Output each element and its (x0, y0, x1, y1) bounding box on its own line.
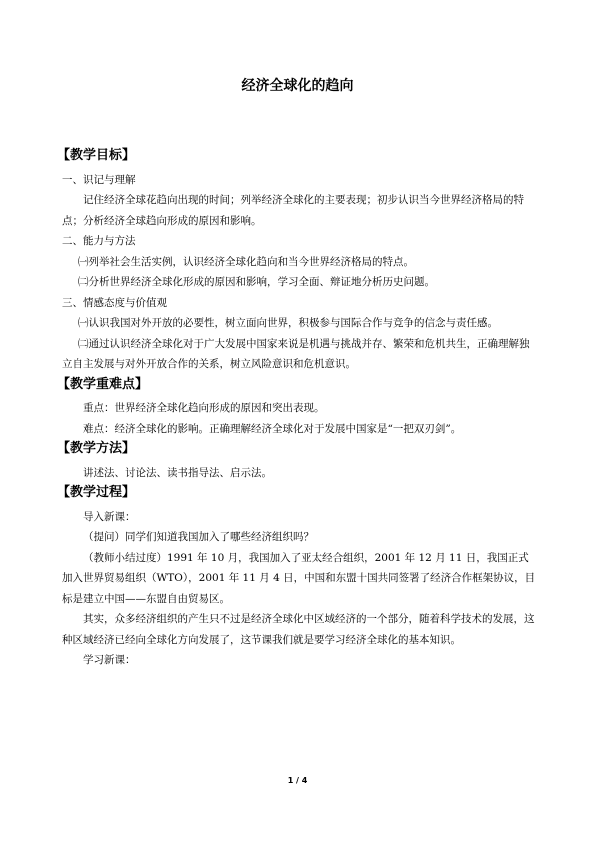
goals-subtitle-2: 二、能力与方法 (62, 235, 136, 247)
process-summary-paragraph: （教师小结过度）1991 年 10 月，我国加入了亚太经合组织，2001 年 12 月 11 日，我国正式加入世界贸易组织（WTO），2001 年 11 月 4 日，中国和东盟十国共同签署了经济合作框架协议，目标是建立中国——东盟自由贸易区。 (62, 551, 536, 605)
methods-paragraph: 讲述法、讨论法、读书指导法、启示法。 (83, 466, 272, 479)
goals-item-3-1: ㈠认识我国对外开放的必要性，树立面向世界，积极参与国际合作与竞争的信念与责任感。 (78, 317, 498, 329)
goals-subtitle-3: 三、情感态度与价值观 (62, 296, 167, 309)
heading-key-points: 【教学重难点】 (57, 376, 149, 392)
page-number: 1 / 4 (287, 776, 308, 785)
goals-subtitle-1: 一、识记与理解 (62, 173, 136, 186)
process-question: （提问）同学们知道我国加入了哪些经济组织吗？ (83, 531, 314, 543)
document-body (57, 146, 538, 671)
goals-item-2-1: ㈠列举社会生活实例，认识经济全球化趋向和当今世界经济格局的特点。 (78, 255, 414, 268)
heading-teaching-process: 【教学过程】 (57, 485, 136, 500)
heading-teaching-methods: 【教学方法】 (57, 441, 136, 456)
heading-teaching-goals: 【教学目标】 (57, 148, 136, 163)
goals-paragraph-1: 记住经济全球花趋向出现的时间；列举经济全球化的主要表现；初步认识当今世界经济格局的特点；分析经济全球趋向形成的原因和影响。 (62, 194, 524, 227)
goals-item-2-2: ㈡分析世界经济全球化形成的原因和影响，学习全面、辩证地分析历史问题。 (78, 276, 435, 288)
goals-item-3-2: ㈡通过认识经济全球化对于广大发展中国家来说是机遇与挑战并存、繁荣和危机共生，正确理解独立自主发展与对外开放合作的关系，树立风险意识和危机意识。 (62, 337, 530, 370)
page-title: 经济全球化的趋向 (241, 78, 354, 94)
process-intro-label: 导入新课： (83, 510, 136, 523)
process-transition-paragraph: 其实，众多经济组织的产生只不过是经济全球化中区域经济的一个部分，随着科学技术的发展，这种区域经济已经向全球化方向发展了，这节课我们就是要学习经济全球化的基本知识。 (62, 613, 535, 646)
difficult-point-paragraph: 难点：经济全球化的影响。正确理解经济全球化对于发展中国家是“一把双刃剑”。 (83, 422, 462, 435)
key-point-paragraph: 重点：世界经济全球化趋向形成的原因和突出表现。 (83, 402, 325, 414)
process-new-lesson-label: 学习新课： (83, 654, 136, 666)
